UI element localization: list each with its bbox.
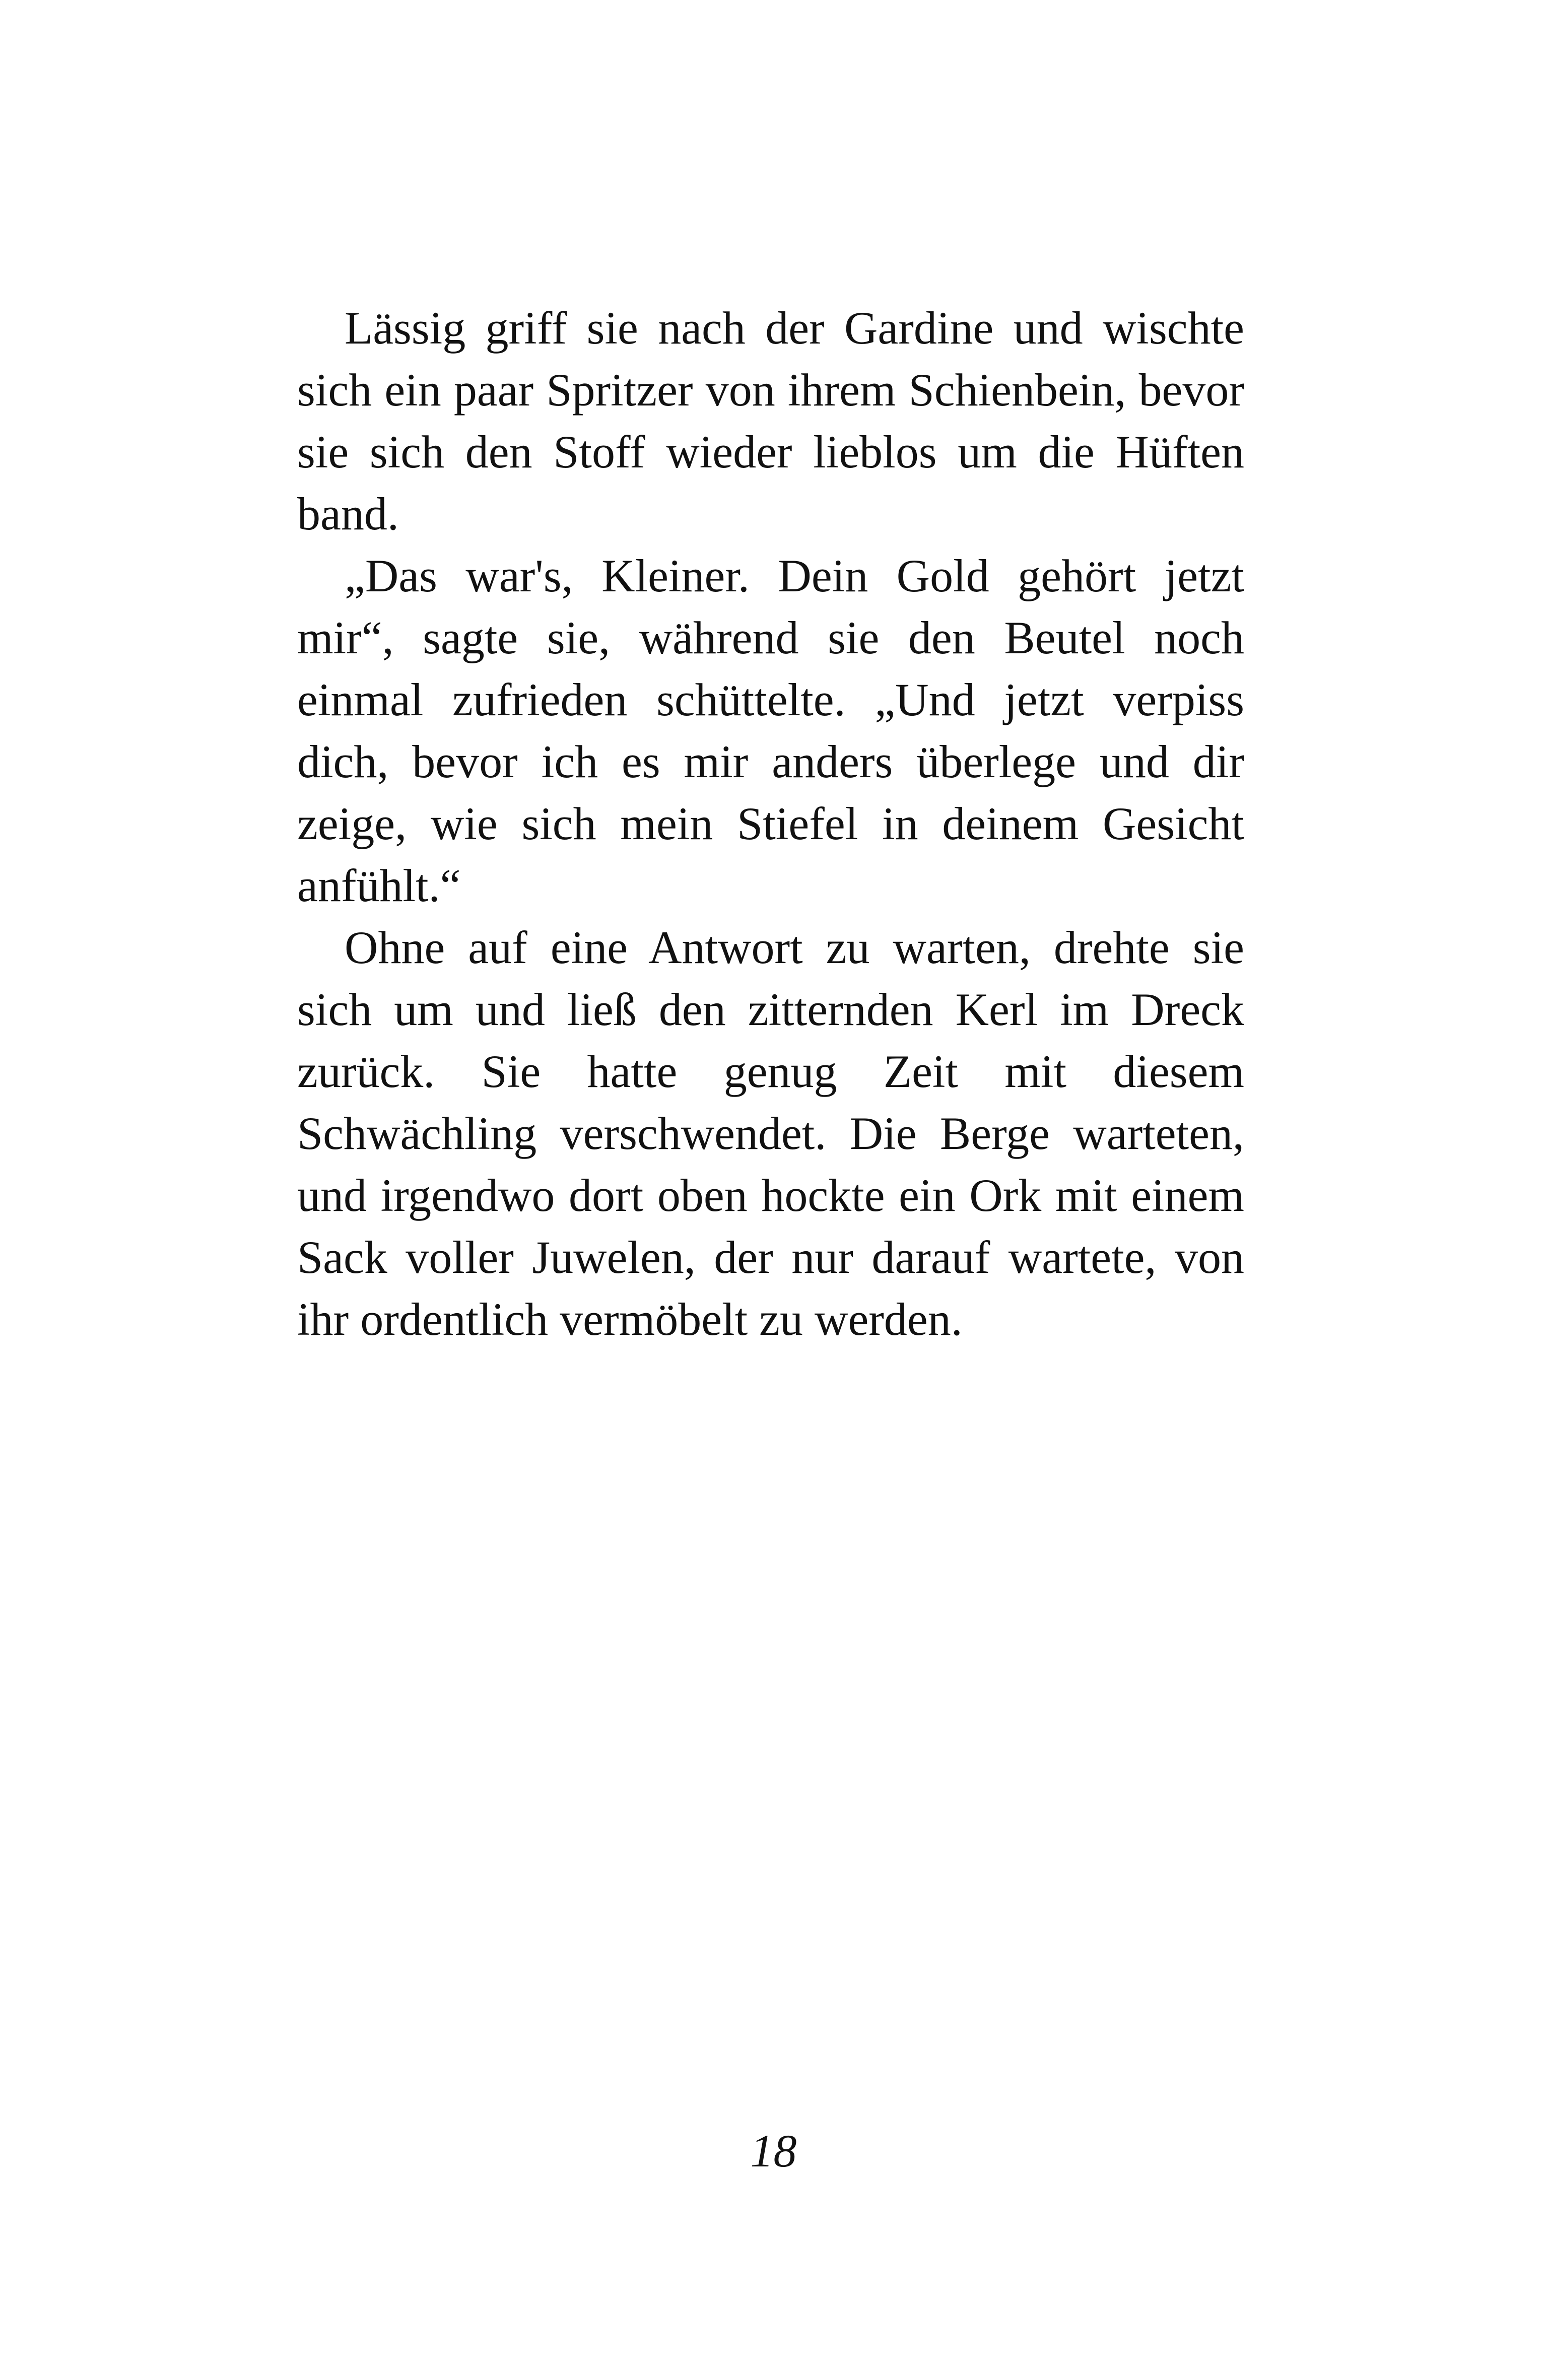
paragraph-3: Ohne auf eine Antwort zu warten, drehte sie sich um und ließ den zitternden Kerl im Dreck zurück. Sie hatte genug Zeit mit diesem Schwächling verschwendet. Die Berge warteten, und irgendwo dort oben hockte ein Ork mit einem Sack voller Juwelen, der nur darauf wartete, von ihr ordentlich vermöbelt zu werden. bbox=[297, 922, 1244, 1345]
paragraph-2: „Das war's, Kleiner. Dein Gold gehört jetzt mir“, sagte sie, während sie den Beutel noch einmal zufrieden schüttelte. „Und jetzt verpiss dich, bevor ich es mir anders überlege und dir zeige, wie sich mein Stiefel in deinem Gesicht anfühlt.“ bbox=[297, 550, 1244, 911]
body-text bbox=[297, 297, 1244, 1350]
page-number: 18 bbox=[750, 2125, 797, 2177]
paragraph-1: Lässig griff sie nach der Gardine und wischte sich ein paar Spritzer von ihrem Schienbein, bevor sie sich den Stoff wieder lieblos um die Hüften band. bbox=[297, 302, 1244, 539]
